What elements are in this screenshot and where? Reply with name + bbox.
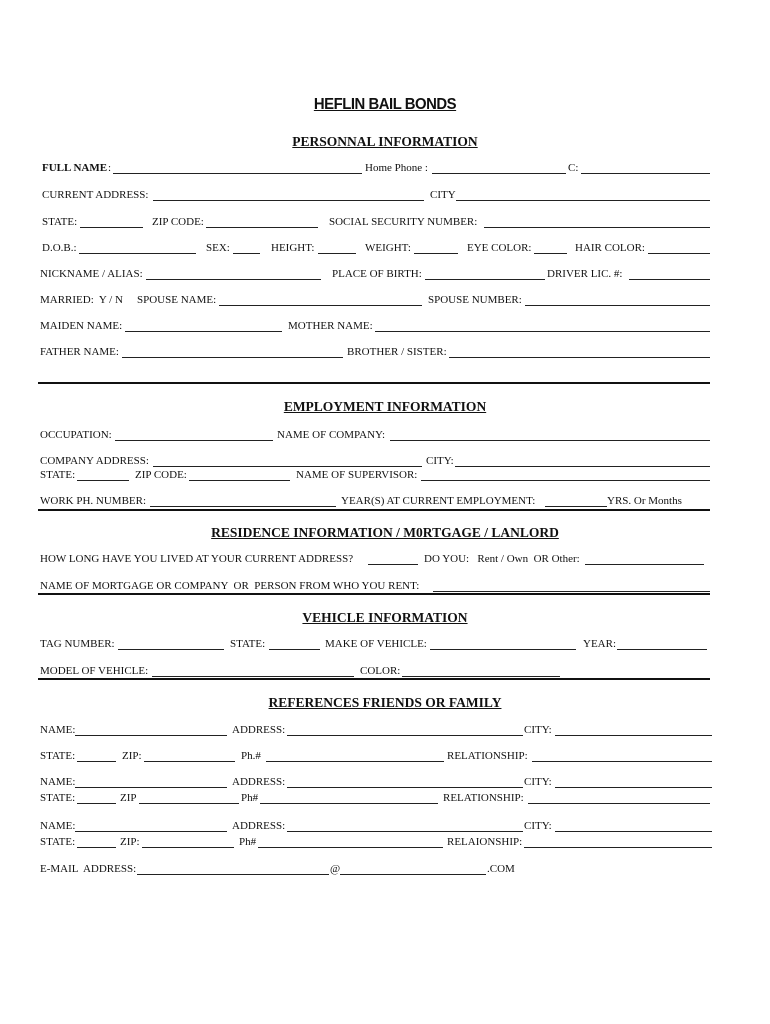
ref2-relationship-field[interactable] xyxy=(528,803,710,804)
father-name-field[interactable] xyxy=(122,357,343,358)
current-address-label: CURRENT ADDRESS: xyxy=(42,189,149,201)
zip-code-label: ZIP CODE: xyxy=(152,216,204,228)
ref3-name-field[interactable] xyxy=(75,831,227,832)
company-address-label: COMPANY ADDRESS: xyxy=(40,455,149,467)
ref1-name-field[interactable] xyxy=(75,735,227,736)
home-phone-field[interactable] xyxy=(432,173,566,174)
brother-sister-field[interactable] xyxy=(449,357,710,358)
mortgage-name-field[interactable] xyxy=(433,591,710,592)
spouse-name-label: SPOUSE NAME: xyxy=(137,294,217,306)
state-field[interactable] xyxy=(80,227,143,228)
height-label: HEIGHT: xyxy=(271,242,315,254)
years-employment-field[interactable] xyxy=(545,506,607,507)
sex-label: SEX: xyxy=(206,242,230,254)
company-state-field[interactable] xyxy=(77,480,129,481)
years-employment-label: YEAR(S) AT CURRENT EMPLOYMENT: xyxy=(341,495,536,507)
yrs-or-months-label: YRS. Or Months xyxy=(607,495,682,507)
name-of-supervisor-field[interactable] xyxy=(421,480,710,481)
ref1-address-field[interactable] xyxy=(287,735,523,736)
company-zip-field[interactable] xyxy=(189,480,290,481)
ref1-name-label: NAME: xyxy=(40,724,76,736)
ref2-zip-field[interactable] xyxy=(139,803,239,804)
company-zip-label: ZIP CODE: xyxy=(135,469,187,481)
ref3-city-field[interactable] xyxy=(555,831,712,832)
email-user-field[interactable] xyxy=(137,874,329,875)
ref1-relationship-field[interactable] xyxy=(532,761,712,762)
ref3-zip-label: ZIP: xyxy=(120,836,140,848)
ref3-phone-field[interactable] xyxy=(258,847,443,848)
ref1-state-label: STATE: xyxy=(40,750,76,762)
occupation-label: OCCUPATION: xyxy=(40,429,112,441)
cell-phone-label: C: xyxy=(568,162,579,174)
vehicle-year-label: YEAR: xyxy=(583,638,616,650)
ref2-city-field[interactable] xyxy=(555,787,712,788)
ref2-relationship-label: RELATIONSHIP: xyxy=(443,792,524,804)
state-label: STATE: xyxy=(42,216,78,228)
section-residence-information: RESIDENCE INFORMATION / M0RTGAGE / LANLORD xyxy=(211,525,559,540)
ref2-address-field[interactable] xyxy=(287,787,523,788)
make-of-vehicle-field[interactable] xyxy=(430,649,576,650)
model-of-vehicle-label: MODEL OF VEHICLE: xyxy=(40,665,149,677)
name-of-company-label: NAME OF COMPANY: xyxy=(277,429,385,441)
maiden-name-field[interactable] xyxy=(125,331,282,332)
nickname-field[interactable] xyxy=(146,279,321,280)
rent-own-other-field[interactable] xyxy=(585,564,704,565)
mother-name-field[interactable] xyxy=(375,331,710,332)
driver-lic-field[interactable] xyxy=(629,279,710,280)
spouse-number-label: SPOUSE NUMBER: xyxy=(428,294,522,306)
ssn-field[interactable] xyxy=(484,227,710,228)
ref2-state-label: STATE: xyxy=(40,792,76,804)
ref2-phone-label: Ph# xyxy=(241,792,259,804)
vehicle-color-label: COLOR: xyxy=(360,665,401,677)
form-title: HEFLIN BAIL BONDS xyxy=(313,96,457,113)
model-of-vehicle-field[interactable] xyxy=(152,676,354,677)
occupation-field[interactable] xyxy=(115,440,273,441)
maiden-name-label: MAIDEN NAME: xyxy=(40,320,123,332)
ref3-state-label: STATE: xyxy=(40,836,76,848)
vehicle-state-field[interactable] xyxy=(269,649,320,650)
section-personal-information: PERSONNAL INFORMATION xyxy=(292,134,478,149)
ref1-city-label: CITY: xyxy=(524,724,552,736)
company-address-field[interactable] xyxy=(153,466,422,467)
ref3-phone-label: Ph# xyxy=(239,836,257,848)
full-name-colon: : xyxy=(108,162,112,174)
vehicle-color-field[interactable] xyxy=(402,676,560,677)
ref3-address-field[interactable] xyxy=(287,831,523,832)
name-of-supervisor-label: NAME OF SUPERVISOR: xyxy=(296,469,418,481)
dob-field[interactable] xyxy=(79,253,196,254)
how-long-label: HOW LONG HAVE YOU LIVED AT YOUR CURRENT ADDRESS? xyxy=(40,553,354,565)
section-divider xyxy=(38,509,710,511)
eye-color-label: EYE COLOR: xyxy=(467,242,532,254)
section-references: REFERENCES FRIENDS OR FAMILY xyxy=(268,695,502,710)
nickname-label: NICKNAME / ALIAS: xyxy=(40,268,143,280)
company-state-label: STATE: xyxy=(40,469,76,481)
ssn-label: SOCIAL SECURITY NUMBER: xyxy=(329,216,478,228)
hair-color-field[interactable] xyxy=(648,253,710,254)
ref1-relationship-label: RELATIONSHIP: xyxy=(447,750,528,762)
ref3-city-label: CITY: xyxy=(524,820,552,832)
ref2-state-field[interactable] xyxy=(77,803,116,804)
section-divider xyxy=(38,678,710,680)
hair-color-label: HAIR COLOR: xyxy=(575,242,645,254)
ref1-zip-field[interactable] xyxy=(144,761,235,762)
place-of-birth-label: PLACE OF BIRTH: xyxy=(332,268,422,280)
ref2-address-label: ADDRESS: xyxy=(232,776,286,788)
ref2-name-label: NAME: xyxy=(40,776,76,788)
height-field[interactable] xyxy=(318,253,356,254)
ref3-zip-field[interactable] xyxy=(142,847,234,848)
section-divider xyxy=(38,593,710,595)
father-name-label: FATHER NAME: xyxy=(40,346,119,358)
work-phone-label: WORK PH. NUMBER: xyxy=(40,495,147,507)
vehicle-state-label: STATE: xyxy=(230,638,266,650)
ref2-zip-label: ZIP xyxy=(120,792,137,804)
full-name-field[interactable] xyxy=(113,173,362,174)
brother-sister-label: BROTHER / SISTER: xyxy=(347,346,447,358)
company-city-field[interactable] xyxy=(455,466,710,467)
email-at-sign: @ xyxy=(330,863,341,875)
ref2-city-label: CITY: xyxy=(524,776,552,788)
ref3-relationship-field[interactable] xyxy=(524,847,712,848)
spouse-number-field[interactable] xyxy=(525,305,710,306)
mother-name-label: MOTHER NAME: xyxy=(288,320,373,332)
ref1-city-field[interactable] xyxy=(555,735,712,736)
name-of-company-field[interactable] xyxy=(390,440,710,441)
married-label: MARRIED: Y / N xyxy=(40,294,123,306)
ref1-state-field[interactable] xyxy=(77,761,116,762)
company-city-label: CITY: xyxy=(426,455,454,467)
work-phone-field[interactable] xyxy=(150,506,336,507)
mortgage-name-label: NAME OF MORTGAGE OR COMPANY OR PERSON FROM WHO YOU RENT: xyxy=(40,580,420,592)
spouse-name-field[interactable] xyxy=(219,305,422,306)
vehicle-year-field[interactable] xyxy=(617,649,707,650)
ref1-phone-label: Ph.# xyxy=(241,750,261,762)
city-field[interactable] xyxy=(456,200,710,201)
ref1-phone-field[interactable] xyxy=(266,761,444,762)
tag-number-field[interactable] xyxy=(118,649,224,650)
email-domain-field[interactable] xyxy=(340,874,486,875)
home-phone-label: Home Phone : xyxy=(365,162,428,174)
full-name-label: FULL NAME xyxy=(42,162,108,174)
weight-label: WEIGHT: xyxy=(365,242,411,254)
ref1-address-label: ADDRESS: xyxy=(232,724,286,736)
section-employment-information: EMPLOYMENT INFORMATION xyxy=(283,399,487,414)
sex-field[interactable] xyxy=(233,253,260,254)
ref3-state-field[interactable] xyxy=(77,847,116,848)
email-label: E-MAIL ADDRESS: xyxy=(40,863,137,875)
ref2-phone-field[interactable] xyxy=(260,803,438,804)
tag-number-label: TAG NUMBER: xyxy=(40,638,115,650)
rent-own-label: DO YOU: Rent / Own OR Other: xyxy=(424,553,580,565)
how-long-field[interactable] xyxy=(368,564,418,565)
make-of-vehicle-label: MAKE OF VEHICLE: xyxy=(325,638,427,650)
place-of-birth-field[interactable] xyxy=(425,279,545,280)
ref3-address-label: ADDRESS: xyxy=(232,820,286,832)
ref2-name-field[interactable] xyxy=(75,787,227,788)
eye-color-field[interactable] xyxy=(534,253,567,254)
email-com-suffix: .COM xyxy=(487,863,515,875)
current-address-field[interactable] xyxy=(153,200,424,201)
cell-phone-field[interactable] xyxy=(581,173,710,174)
ref1-zip-label: ZIP: xyxy=(122,750,142,762)
driver-lic-label: DRIVER LIC. #: xyxy=(547,268,623,280)
ref3-name-label: NAME: xyxy=(40,820,76,832)
weight-field[interactable] xyxy=(414,253,458,254)
ref3-relationship-label: RELAIONSHIP: xyxy=(447,836,523,848)
city-label: CITY xyxy=(430,189,456,201)
dob-label: D.O.B.: xyxy=(42,242,77,254)
section-vehicle-information: VEHICLE INFORMATION xyxy=(302,610,468,625)
section-divider xyxy=(38,382,710,384)
zip-code-field[interactable] xyxy=(206,227,318,228)
